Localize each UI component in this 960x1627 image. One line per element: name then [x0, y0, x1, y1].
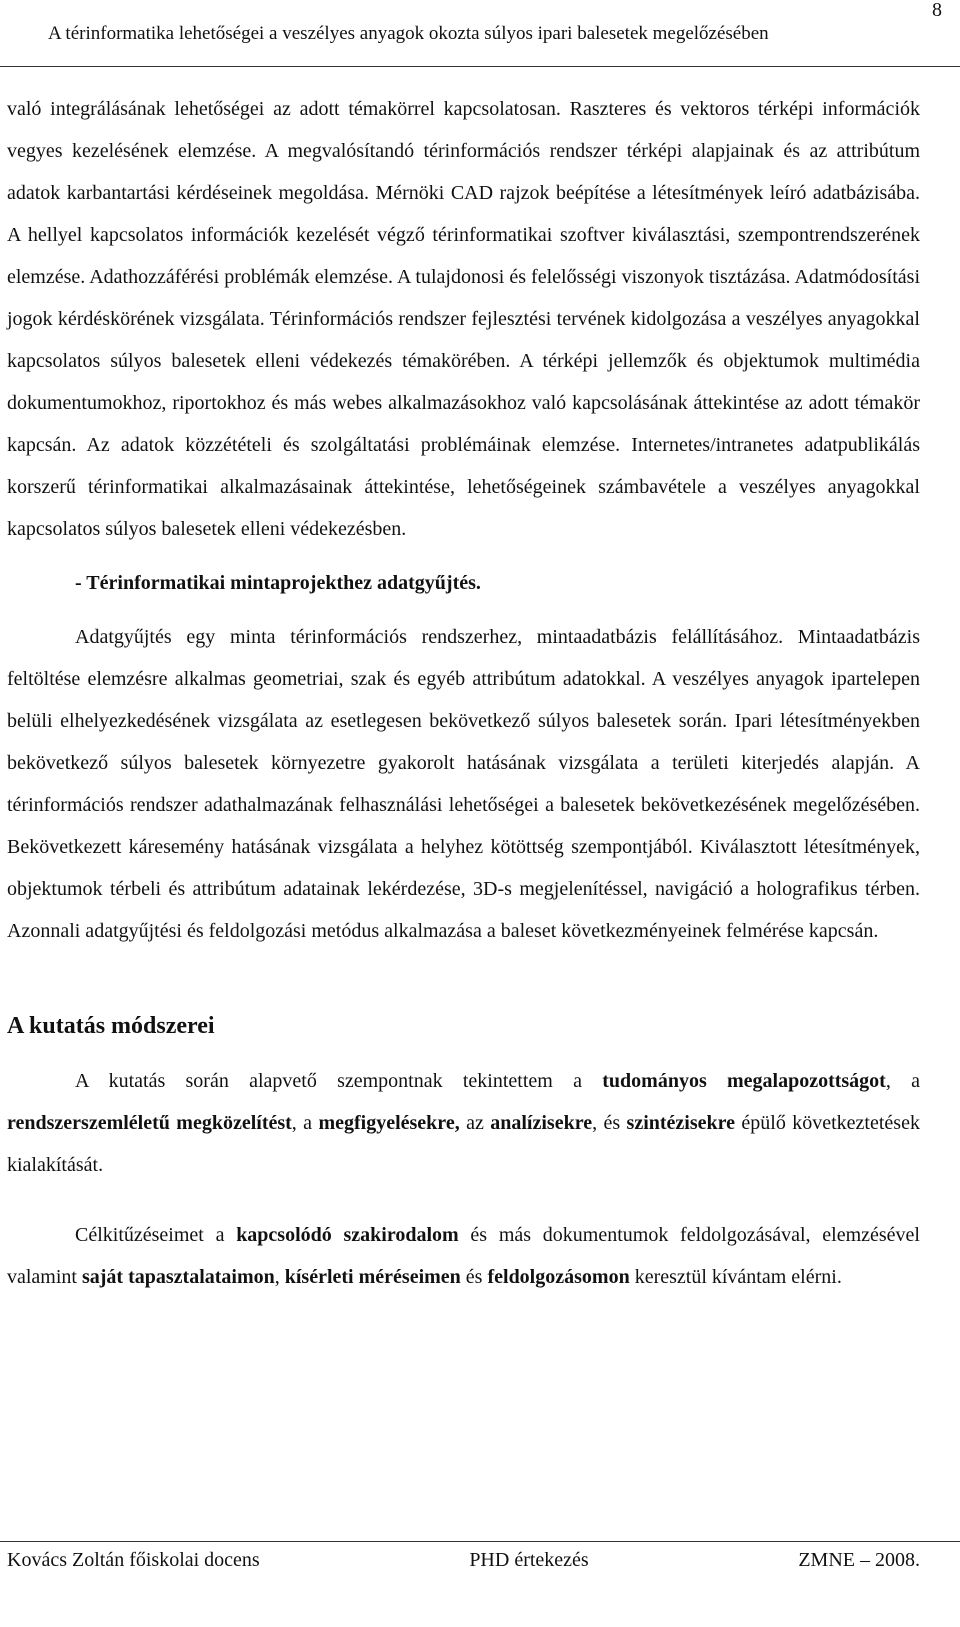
- text-span: , a: [291, 1112, 319, 1134]
- bold-term: saját tapasztalataimon: [81, 1266, 275, 1288]
- text-span: épülő következtetések kialakítását.: [7, 1112, 920, 1176]
- text-span: Célkitűzéseimet a: [75, 1224, 237, 1246]
- text-span: ,: [274, 1266, 285, 1288]
- footer-institution-year: ZMNE – 2008.: [798, 1549, 920, 1571]
- page-body: [7, 88, 920, 1298]
- bold-term: szintézisekre: [626, 1112, 736, 1134]
- subheading: - Térinformatikai mintaprojekthez adatgyűjtés.: [75, 572, 481, 594]
- bold-term: megfigyelésekre,: [318, 1112, 460, 1134]
- text-span: A kutatás során alapvető szempontnak tekintettem a: [75, 1070, 603, 1092]
- section-title: A kutatás módszerei: [7, 1013, 215, 1039]
- footer-divider: [0, 1541, 960, 1542]
- body-paragraph-2: Adatgyűjtés egy minta térinformációs rendszerhez, mintaadatbázis felállításához. Mintaadatbázis feltöltése elemzésre alkalmas geometriai, szak és egyéb attribútum adatokkal. A veszélyes anyagok ipartelepen belüli elhelyezkedésének vizsgálata az esetlegesen bekövetkező súlyos balesetek során. Ipari létesítményekben bekövetkező súlyos balesetek környezetre gyakorolt hatásának vizsgálata a területi kiterjedés alapján. A térinformációs rendszer adathalmazának felhasználási lehetőségei a balesetek bekövetkezésének megelőzésében. Bekövetkezett káresemény hatásának vizsgálata a helyhez kötöttség szempontjából. Kiválasztott létesítmények, objektumok térbeli és attribútum adatainak lekérdezése, 3D-s megjelenítéssel, navigáció a holografikus térben. Azonnali adatgyűjtési és feldolgozási metódus alkalmazása a baleset következményeinek felmérése kapcsán.: [7, 626, 920, 942]
- footer-author: Kovács Zoltán főiskolai docens: [7, 1549, 260, 1571]
- bold-term: kísérleti méréseimen: [284, 1266, 461, 1288]
- text-span: az: [459, 1112, 491, 1134]
- body-paragraph-3: [7, 1060, 920, 1186]
- footer-document-type: PHD értekezés: [469, 1549, 589, 1571]
- header-divider: [0, 66, 960, 67]
- text-span: , a: [885, 1070, 920, 1092]
- bold-term: feldolgozásomon: [487, 1266, 630, 1288]
- bold-term: tudományos megalapozottságot: [602, 1070, 886, 1092]
- page-footer: [7, 1548, 920, 1572]
- bold-term: kapcsolódó szakirodalom: [236, 1224, 459, 1246]
- body-paragraph-4: [7, 1214, 920, 1298]
- text-span: és: [460, 1266, 488, 1288]
- text-span: , és: [592, 1112, 627, 1134]
- body-paragraph-1: való integrálásának lehetőségei az adott témakörrel kapcsolatosan. Raszteres és vektoros térképi információk vegyes kezelésének elemzése. A megvalósítandó térinformációs rendszer térképi alapjainak és az attribútum adatok karbantartási kérdéseinek megoldása. Mérnöki CAD rajzok beépítése a létesítmények leíró adatbázisába. A hellyel kapcsolatos információk kezelését végző térinformatikai szoftver kiválasztási, szempontrendszerének elemzése. Adathozzáférési problémák elemzése. A tulajdonosi és felelősségi viszonyok tisztázása. Adatmódosítási jogok kérdéskörének vizsgálata. Térinformációs rendszer fejlesztési tervének kidolgozása a veszélyes anyagokkal kapcsolatos súlyos balesetek elleni védekezés témakörében. A térképi jellemzők és objektumok multimédia dokumentumokhoz, riportokhoz és más webes alkalmazásokhoz való kapcsolásának áttekintése az adott témakör kapcsán. Az adatok közzétételi és szolgáltatási problémáinak elemzése. Internetes/intranetes adatpublikálás korszerű térinformatikai alkalmazásainak áttekintése, lehetőségeinek számbavétele a veszélyes anyagokkal kapcsolatos súlyos balesetek elleni védekezésben.: [7, 98, 920, 540]
- text-span: és más dokumentumok feldolgozásával, elemzésével valamint: [7, 1224, 920, 1288]
- running-header: A térinformatika lehetőségei a veszélyes anyagok okozta súlyos ipari balesetek megelőzésében: [48, 23, 769, 44]
- page-number: 8: [932, 0, 942, 21]
- bold-term: analízisekre: [490, 1112, 593, 1134]
- text-span: keresztül kívántam elérni.: [629, 1266, 842, 1288]
- bold-term: rendszerszemléletű megközelítést: [7, 1112, 292, 1134]
